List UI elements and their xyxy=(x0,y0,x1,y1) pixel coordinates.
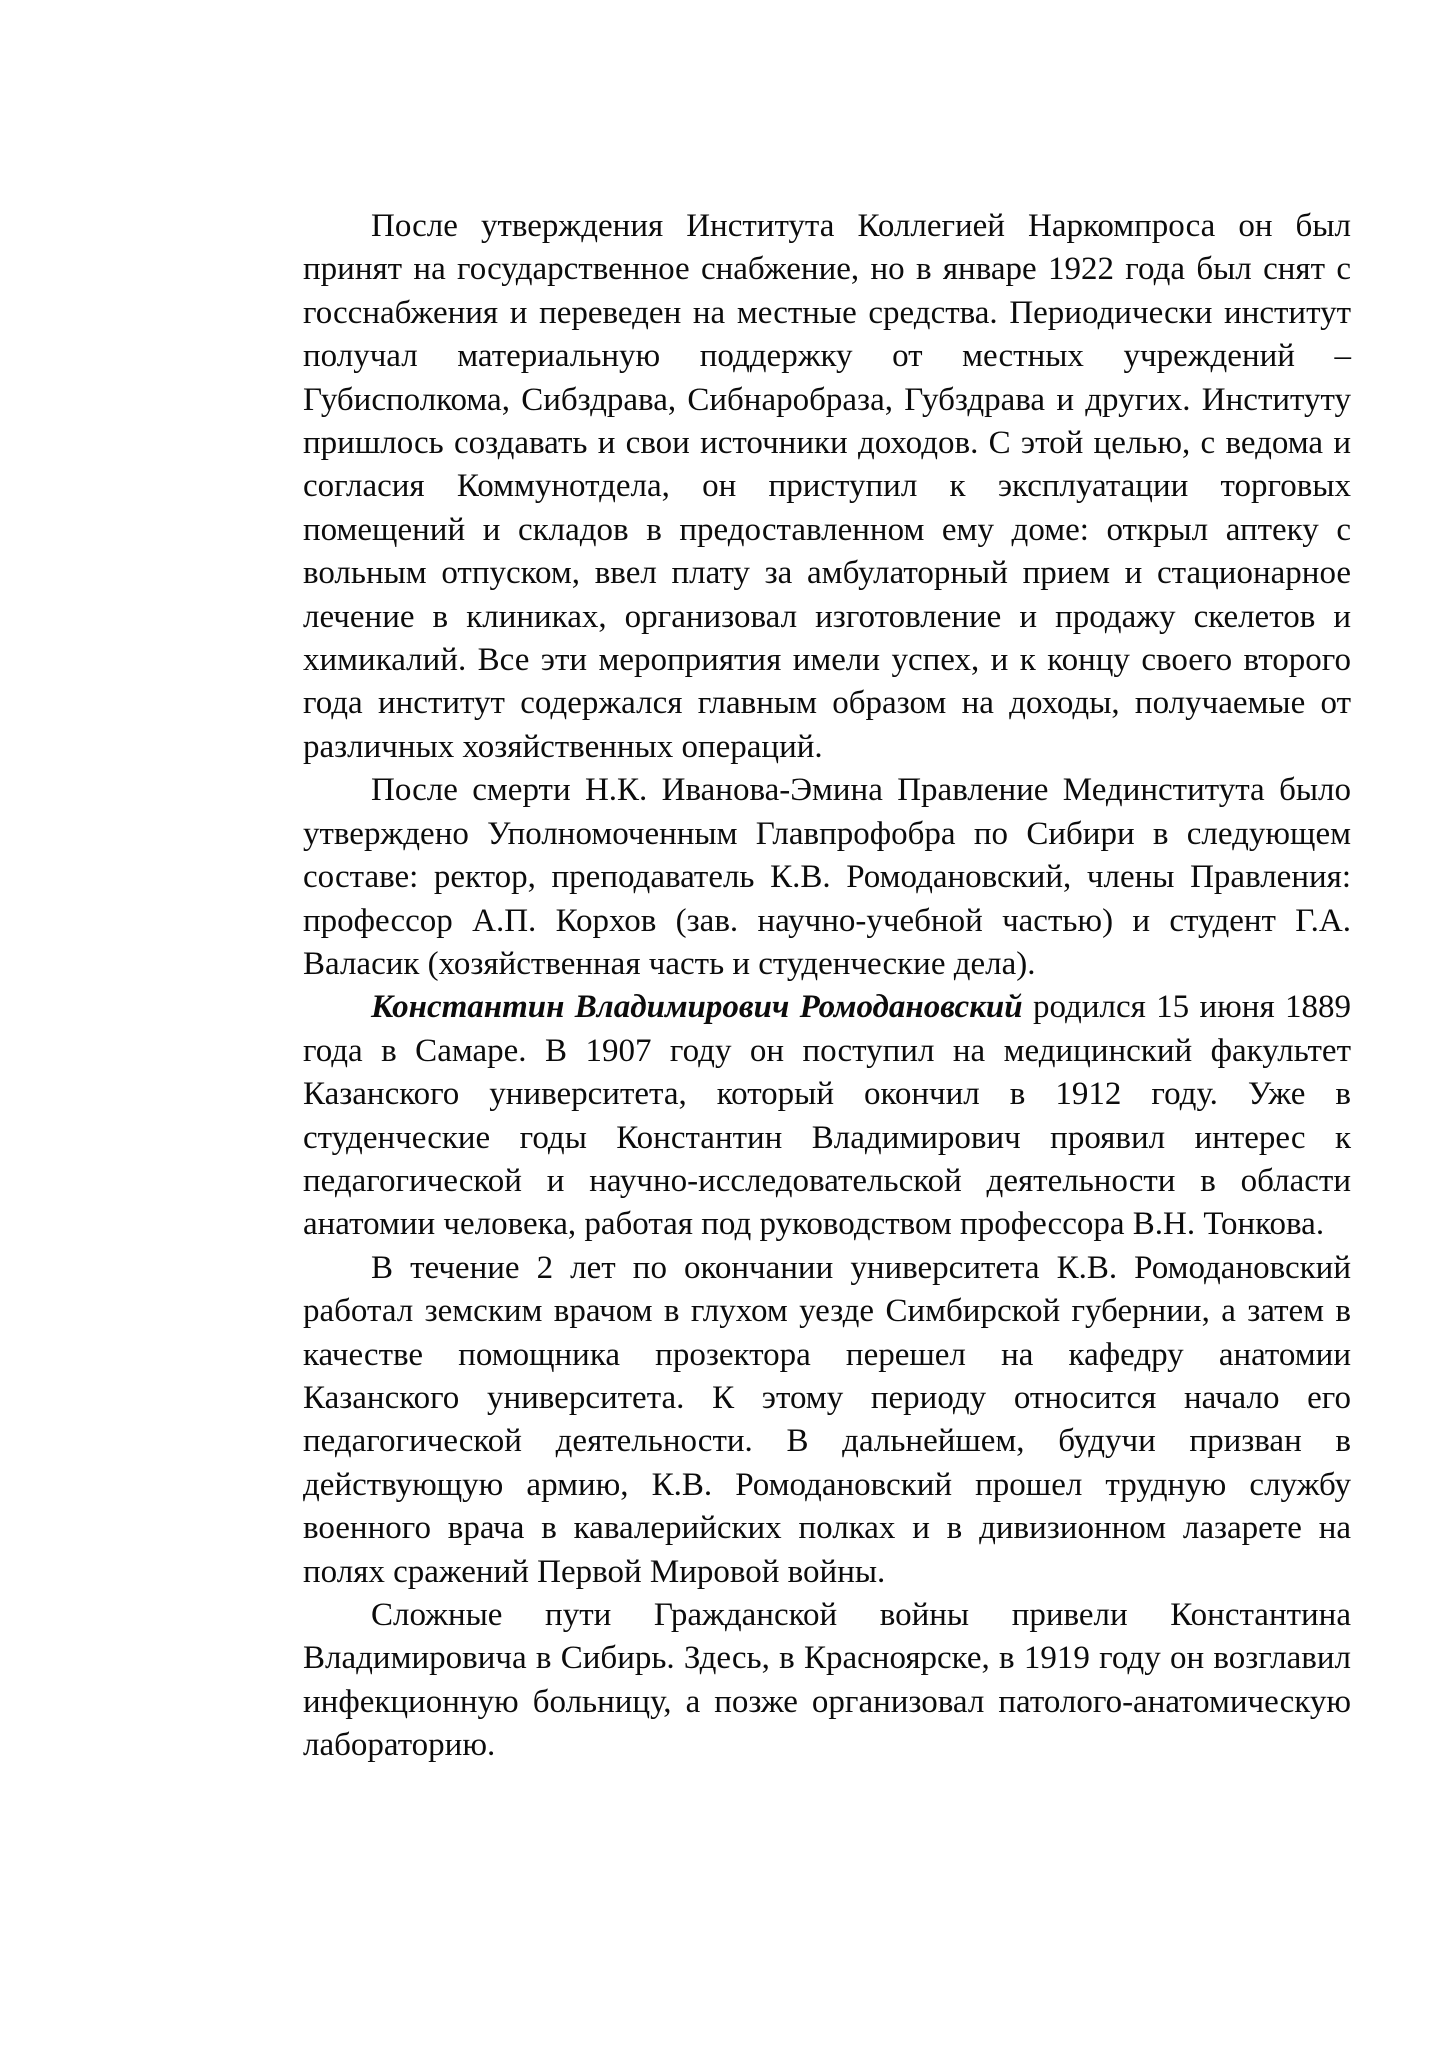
paragraph-career: В течение 2 лет по окончании университета К.В. Ромодановский работал земским врачом в глухом уезде Симбирской губернии, а затем в качестве помощника прозектора перешел на кафедру анатомии Казанского университета. К этому периоду относится начало его педагогической деятельности. В дальнейшем, будучи призван в действующую армию, К.В. Ромодановский прошел трудную службу военного врача в кавалерийских полках и в дивизионном лазарете на полях сражений Первой Мировой войны. xyxy=(303,1249,1351,1590)
paragraph-biography xyxy=(303,986,1351,1246)
paragraph-siberia: Сложные пути Гражданской войны привели Константина Владимировича в Сибирь. Здесь, в Красноярске, в 1919 году он возглавил инфекционную больницу, а позже организовал патолого-анатомическую лабораторию. xyxy=(303,1597,1351,1764)
paragraph-funding: После утверждения Института Коллегией Наркомпроса он был принят на государственное снабжение, но в январе 1922 года был снят с госснабжения и переведен на местные средства. Периодически институт получал материальную поддержку от местных учреждений – Губисполкома, Сибздрава, Сибнаробраза, Губздрава и других. Институту пришлось создавать и свои источники доходов. С этой целью, с ведома и согласия Коммунотдела, он приступил к эксплуатации торговых помещений и складов в предоставленном ему доме: открыл аптеку с вольным отпуском, ввел плату за амбулаторный прием и стационарное лечение в клиниках, организовал изготовление и продажу скелетов и химикалий. Все эти мероприятия имели успех, и к концу своего второго года институт содержался главным образом на доходы, получаемые от различных хозяйственных операций. xyxy=(303,208,1351,765)
paragraph-board: После смерти Н.К. Иванова-Эмина Правление Мединститута было утверждено Уполномоченным Главпрофобра по Сибири в следующем составе: ректор, преподаватель К.В. Ромодановский, члены Правления: профессор А.П. Корхов (зав. научно-учебной частью) и студент Г.А. Валасик (хозяйственная часть и студенческие дела). xyxy=(303,772,1351,982)
body-text xyxy=(303,205,1351,1768)
person-name: Константин Владимирович Ромодановский xyxy=(371,989,1023,1026)
biography-text: родился 15 июня 1889 года в Самаре. В 1907 году он поступил на медицинский факультет Казанского университета, который окончил в 1912 году. Уже в студенческие годы Константин Владимирович проявил интерес к педагогической и научно-исследовательской деятельности в области анатомии человека, работая под руководством профессора В.Н. Тонкова. xyxy=(303,989,1351,1243)
